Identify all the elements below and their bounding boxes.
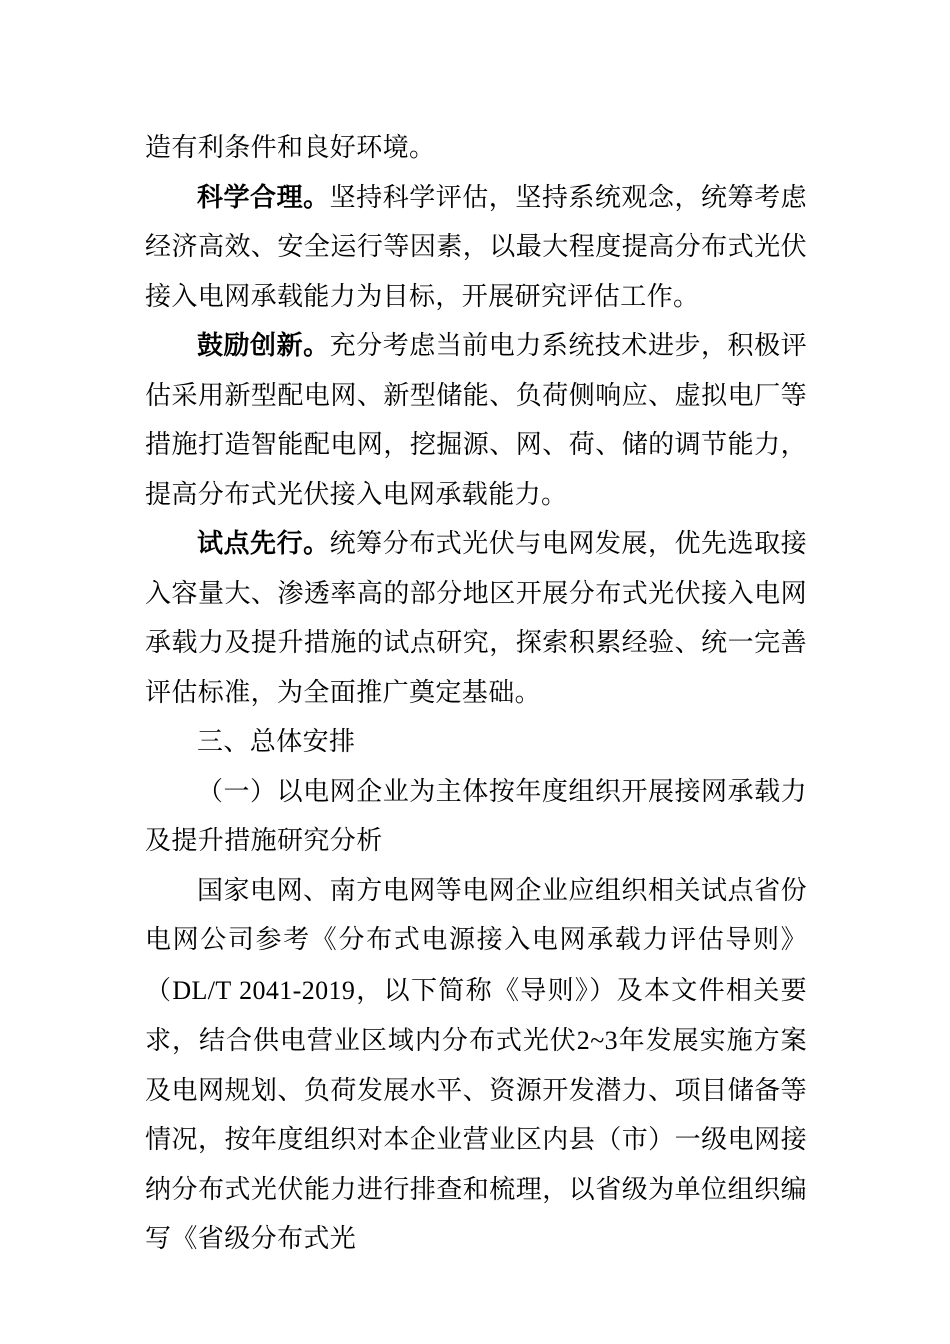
paragraph-principle-pilot xyxy=(145,520,807,718)
paragraph-principle-innovation xyxy=(145,322,807,520)
document-page xyxy=(145,124,807,1265)
paragraph-text: 造有利条件和良好环境。 xyxy=(145,133,436,163)
standard-code: DL/T 2041-2019 xyxy=(172,975,356,1005)
paragraph-body: 充分考虑当前电力系统技术进步，积极评估采用新型配电网、新型储能、负荷侧响应、虚拟电厂等措施打造智能配电网，挖掘源、网、荷、储的调节能力，提高分布式光伏接入电网承载能力。 xyxy=(145,331,807,510)
section-heading xyxy=(145,718,807,768)
paragraph-body: ，以下简称《导则》）及本文件相关要求，结合供电营业区域内分布式光伏 xyxy=(145,975,807,1056)
heading-text: 三、总体安排 xyxy=(197,727,356,757)
paragraph-body: 统筹分布式光伏与电网发展，优先选取接入容量大、渗透率高的部分地区开展分布式光伏接入电网承载力及提升措施的试点研究，探索积累经验、统一完善评估标准，为全面推广奠定基础。 xyxy=(145,529,807,708)
paragraph-arrangement xyxy=(145,867,807,1265)
paragraph-principle-scientific xyxy=(145,174,807,323)
subsection-heading xyxy=(145,768,807,867)
paragraph-continuation xyxy=(145,124,807,174)
paragraph-body: 年发展实施方案及电网规划、负荷发展水平、资源开发潜力、项目储备等情况，按年度组织对本企业营业区内县（市）一级电网接纳分布式光伏能力进行排查和梳理，以省级为单位组织编写《省级分布式光 xyxy=(145,1026,807,1254)
paragraph-lead: 鼓励创新。 xyxy=(197,331,330,361)
paragraph-lead: 试点先行。 xyxy=(197,529,330,559)
paragraph-lead: 科学合理。 xyxy=(197,182,330,213)
paragraph-body: 国家电网、南方电网等电网企业应组织相关试点省份电网公司参考《分布式电源接入电网承载力评估导则》（ xyxy=(145,875,807,1006)
paragraph-body: 坚持科学评估，坚持系统观念，统筹考虑经济高效、安全运行等因素，以最大程度提高分布式光伏接入电网承载能力为目标，开展研究评估工作。 xyxy=(145,182,807,312)
subheading-text: （一）以电网企业为主体按年度组织开展接网承载力及提升措施研究分析 xyxy=(145,776,807,856)
year-range: 2~3 xyxy=(576,1026,619,1055)
